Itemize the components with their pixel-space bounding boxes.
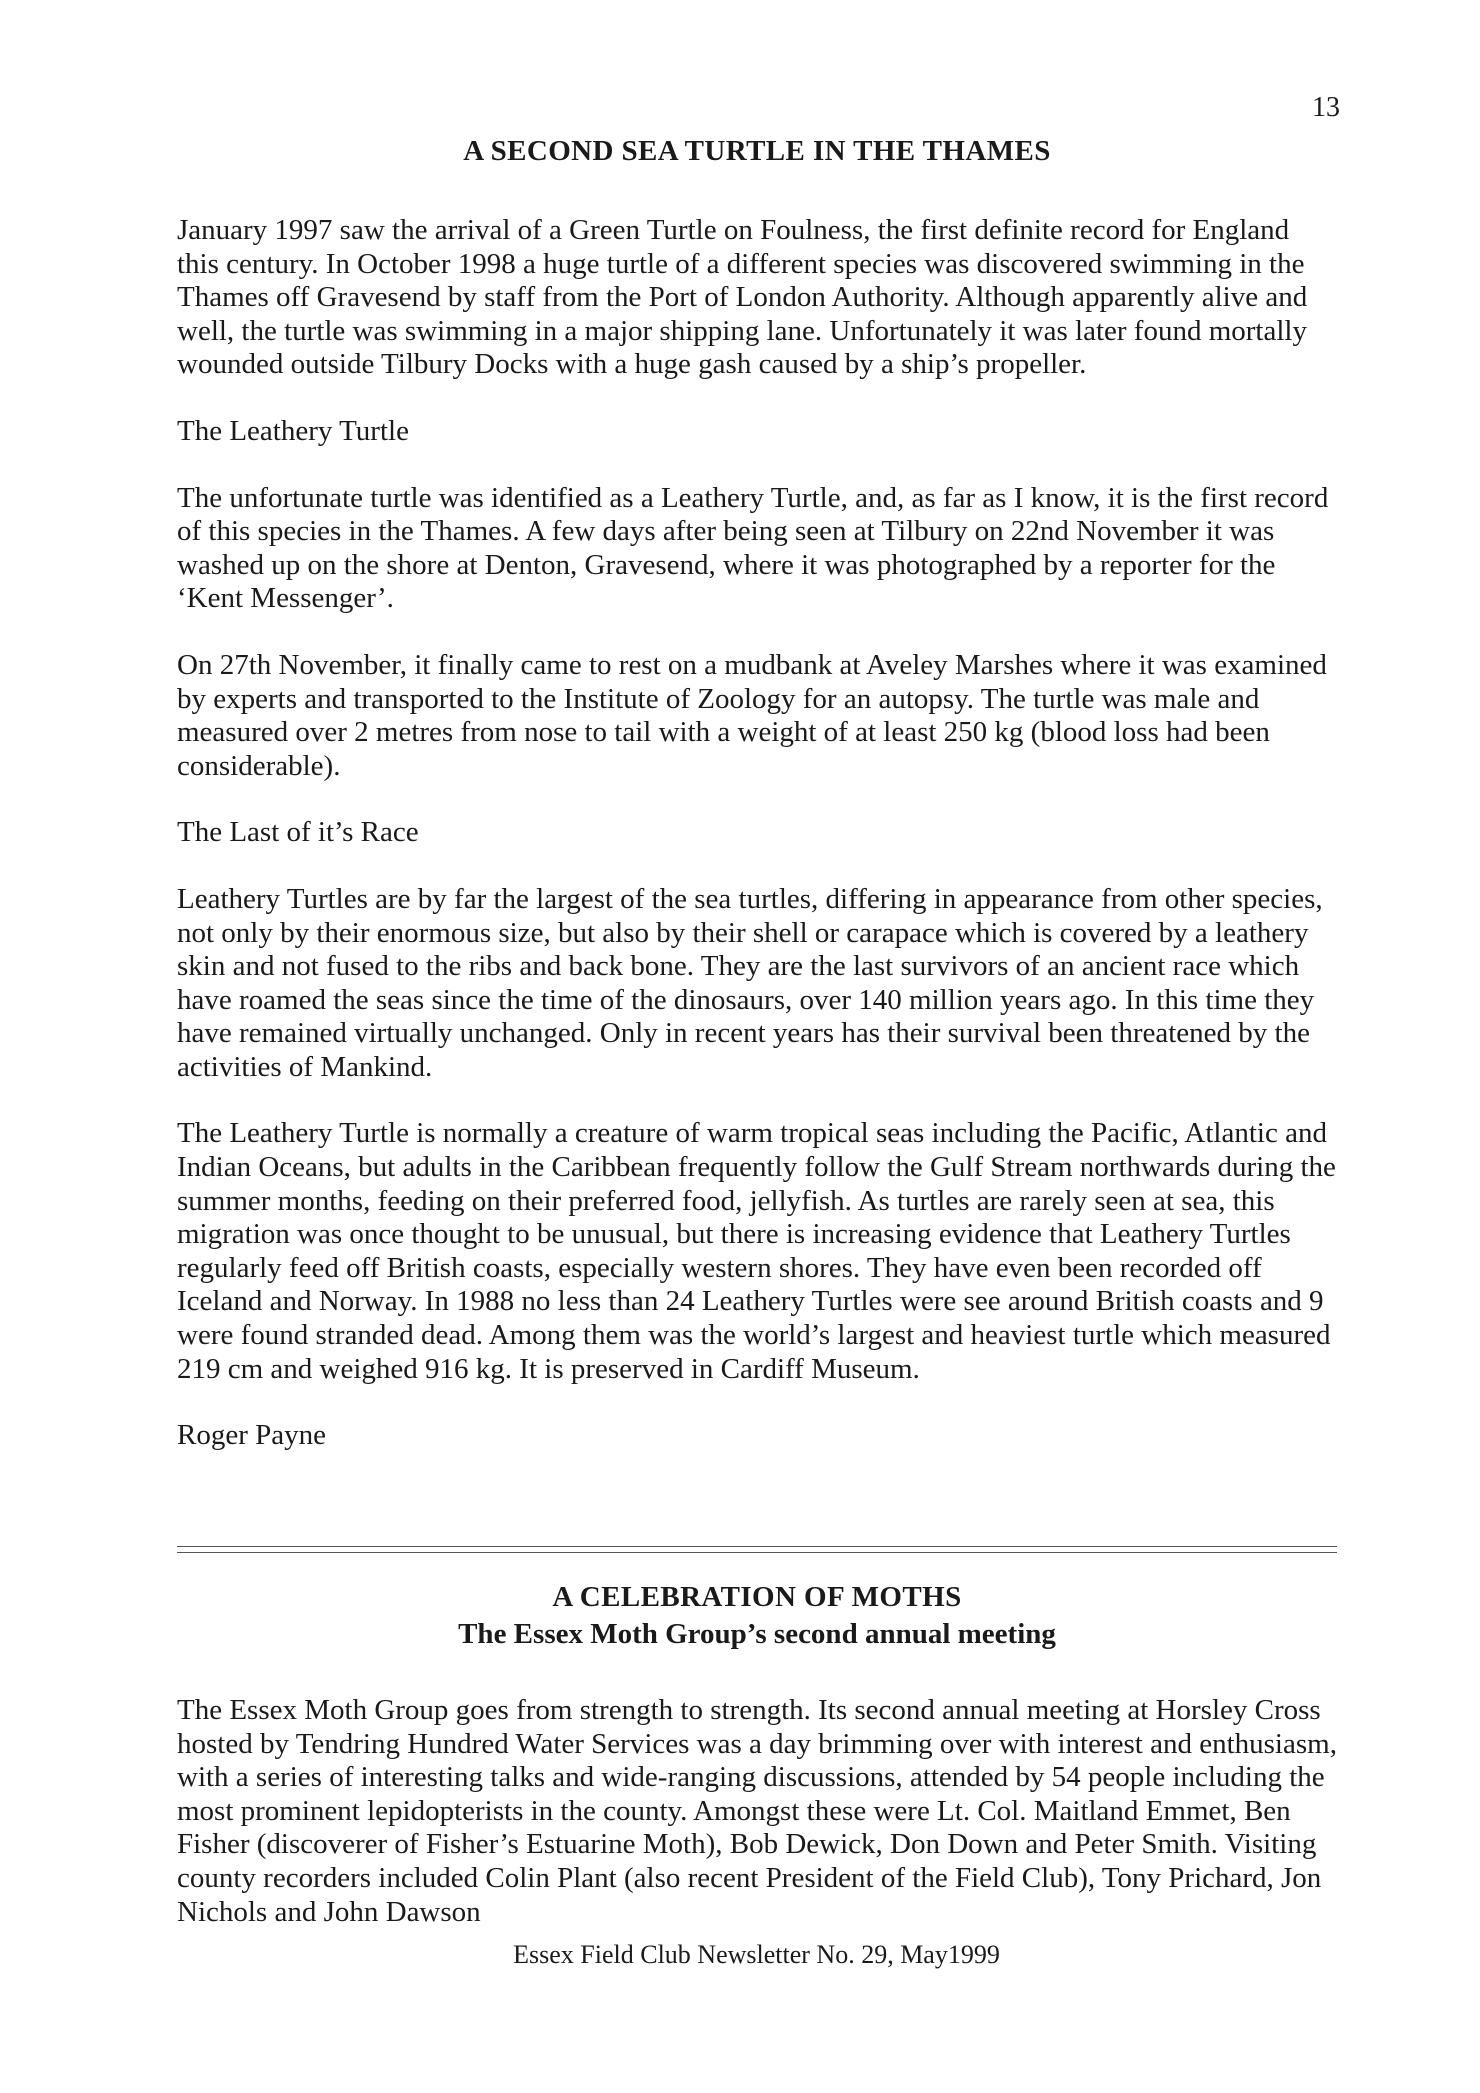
article-moths (177, 1578, 1337, 1929)
paragraph: The Leathery Turtle is normally a creature of warm tropical seas including the Pacific, Atlantic and Indian Oceans, but adults in the Caribbean frequently follow the Gulf Stream northwards during the summer months, feeding on their preferred food, jellyfish. As turtles are rarely seen at sea, this migration was once thought to be unusual, but there is increasing evidence that Leathery Turtles regularly feed off British coasts, especially western shores. They have even been recorded off Iceland and Norway. In 1988 no less than 24 Leathery Turtles were see around British coasts and 9 were found stranded dead. Among them was the world’s largest and heaviest turtle which measured 219 cm and weighed 916 kg. It is preserved in Cardiff Museum. (177, 1117, 1336, 1385)
paragraph: On 27th November, it finally came to rest on a mudbank at Aveley Marshes where it was examined by experts and transported to the Institute of Zoology for an autopsy. The turtle was male and measured over 2 metres from nose to tail with a weight of at least 250 kg (blood loss had been considerable). (177, 648, 1327, 782)
article-sea-turtle (177, 132, 1337, 1453)
paragraph: January 1997 saw the arrival of a Green Turtle on Foulness, the first definite record for England this century. In October 1998 a huge turtle of a different species was discovered swimming in the Thames off Gravesend by staff from the Port of London Authority. Although apparently alive and well, the turtle was swimming in a major shipping lane. Unfortunately it was later found mortally wounded outside Tilbury Docks with a huge gash caused by a ship’s propeller. (177, 214, 1308, 381)
article-subtitle: The Essex Moth Group’s second annual meeting (458, 1618, 1056, 1650)
article-title: A CELEBRATION OF MOTHS (552, 1581, 962, 1613)
page-number: 13 (1312, 92, 1340, 123)
section-heading: The Last of it’s Race (177, 816, 419, 849)
author-signature: Roger Payne (177, 1419, 326, 1452)
section-heading: The Leathery Turtle (177, 414, 409, 447)
article-title: A SECOND SEA TURTLE IN THE THAMES (463, 135, 1051, 167)
paragraph: Leathery Turtles are by far the largest of the sea turtles, differing in appearance from other species, not only by their enormous size, but also by their shell or carapace which is covered by a leathery skin and not fused to the ribs and back bone. They are the last survivors of an ancient race which have roamed the seas since the time of the dinosaurs, over 140 million years ago. In this time they have remained virtually unchanged. Only in recent years has their survival been threatened by the activities of Mankind. (177, 882, 1323, 1083)
page-footer: Essex Field Club Newsletter No. 29, May1999 (513, 1940, 1000, 1969)
paragraph: The Essex Moth Group goes from strength to strength. Its second annual meeting at Horsley Cross hosted by Tendring Hundred Water Services was a day brimming over with interest and enthusiasm, with a series of interesting talks and wide-ranging discussions, attended by 54 people including the most prominent lepidopterists in the county. Amongst these were Lt. Col. Maitland Emmet, Ben Fisher (discoverer of Fisher’s Estuarine Moth), Bob Dewick, Don Down and Peter Smith. Visiting county recorders included Colin Plant (also recent President of the Field Club), Tony Prichard, Jon Nichols and John Dawson (177, 1694, 1337, 1928)
paragraph: The unfortunate turtle was identified as a Leathery Turtle, and, as far as I know, it is the first record of this species in the Thames. A few days after being seen at Tilbury on 22nd November it was washed up on the shore at Denton, Gravesend, where it was photographed by a reporter for the ‘Kent Messenger’. (177, 481, 1329, 615)
double-divider (177, 1546, 1337, 1553)
